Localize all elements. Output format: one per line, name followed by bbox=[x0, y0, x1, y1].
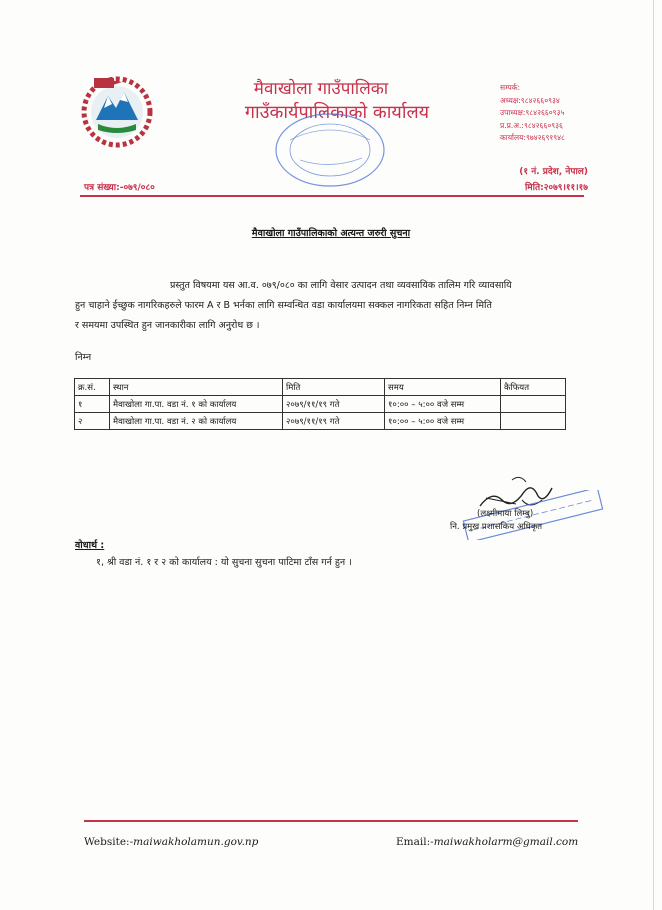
email-link[interactable]: maiwakholarm@gmail.com bbox=[433, 836, 579, 848]
body-paragraph-line: हुन चाहाने ईच्छुक नागरिकहरुले फारम A र B भर्नका लागि सम्वन्धित वडा कार्यालयमा सक्कल नागरिकता सहित निम्न मिति bbox=[75, 300, 492, 311]
signatory-title: नि. प्रमुख प्रशासकिय अधिकृत bbox=[450, 522, 543, 532]
contact-line: उपाध्यक्ष:९८४२६६०९३५ bbox=[500, 108, 565, 117]
schedule-table bbox=[74, 378, 566, 430]
contact-block bbox=[500, 82, 565, 145]
body-paragraph-line: प्रस्तुत विषयमा यस आ.व. ०७९/०८० का लागि वेसार उत्पादन तथा व्यवसायिक तालिम गरि व्यावसायि bbox=[170, 280, 512, 291]
table-cell: १०:०० – ५:०० वजे सम्म bbox=[385, 413, 501, 430]
table-cell: २०७९/११/१९ गते bbox=[283, 396, 385, 413]
table-cell: २०७९/११/१९ गते bbox=[283, 413, 385, 430]
org-title-line2: गाउँकार्यपालिकाको कार्यालय bbox=[244, 102, 430, 123]
table-row bbox=[75, 396, 566, 413]
contact-line: प्र.प्र.अ.:९८४२६६०९३६ bbox=[500, 120, 563, 130]
header-divider bbox=[80, 195, 584, 197]
contact-heading: सम्पर्क: bbox=[500, 83, 521, 92]
table-header-cell: स्थान bbox=[110, 379, 283, 396]
table-header-row bbox=[75, 379, 566, 396]
footer-website bbox=[84, 836, 258, 848]
website-label: Website:- bbox=[84, 836, 134, 848]
signatory-name: (लक्ष्मीमाया लिम्बु) bbox=[477, 509, 534, 519]
subject-text: मैवाखोला गाउँपालिकाको अत्यन्त जरुरी सुचना bbox=[251, 228, 411, 239]
website-link[interactable]: maiwakholamun.gov.np bbox=[133, 836, 259, 848]
table-cell bbox=[501, 413, 566, 430]
table-header-cell: समय bbox=[385, 379, 501, 396]
table-cell: १०:०० – ५:०० वजे सम्म bbox=[385, 396, 501, 413]
footer-email bbox=[396, 836, 578, 848]
table-row bbox=[75, 413, 566, 430]
email-label: Email:- bbox=[396, 836, 434, 848]
province-label: (१ नं. प्रदेश, नेपाल) bbox=[519, 167, 588, 177]
letter-date: मिति:२०७९।११।१७ bbox=[524, 183, 588, 193]
table-cell bbox=[501, 396, 566, 413]
reference-number: पत्र संख्या:-०७९/०८० bbox=[84, 183, 155, 193]
org-title-line1: मैवाखोला गाउँपालिका bbox=[253, 79, 389, 99]
page-edge bbox=[653, 0, 654, 910]
footer-divider bbox=[84, 820, 578, 822]
body-paragraph-line: र समयमा उपस्थित हुन जानकारीका लागि अनुरोध छ । bbox=[75, 320, 260, 331]
table-cell: मैवाखोला गा.पा. वडा नं. १ को कार्यालय bbox=[110, 396, 283, 413]
contact-line: कार्यालय:९७४२६९१९४८ bbox=[500, 133, 565, 142]
table-cell: १ bbox=[75, 396, 110, 413]
table-header-cell: मिति bbox=[283, 379, 385, 396]
table-header-cell: कैफियत bbox=[501, 379, 566, 396]
bodharth-heading: वोधार्थ : bbox=[75, 540, 105, 551]
subject-line bbox=[0, 226, 662, 239]
contact-line: अध्यक्ष:९८४२६६०९३४ bbox=[500, 95, 560, 105]
table-cell: मैवाखोला गा.पा. वडा नं. २ को कार्यालय bbox=[110, 413, 283, 430]
bodharth-item: १, श्री वडा नं. १ र २ को कार्यालय : यो सुचना सुचना पाटिमा टाँस गर्न हुन । bbox=[96, 557, 352, 568]
office-round-stamp bbox=[270, 110, 390, 190]
nimna-label: निम्न bbox=[75, 352, 92, 363]
table-cell: २ bbox=[75, 413, 110, 430]
table-header-cell: क्र.सं. bbox=[75, 379, 110, 396]
